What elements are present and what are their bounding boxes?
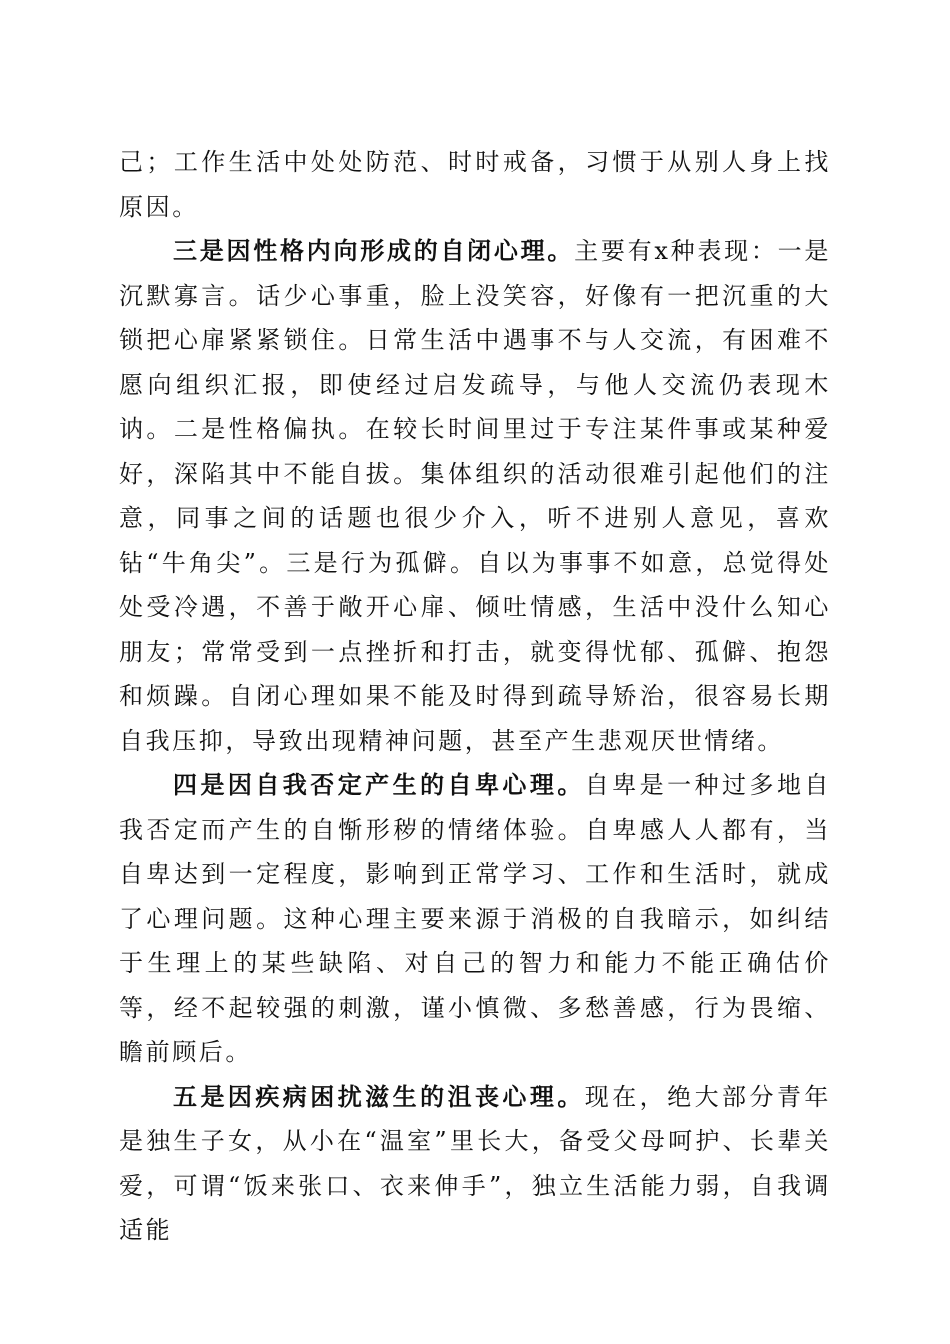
body-text [119, 140, 831, 1253]
paragraph-continued [119, 140, 831, 229]
paragraph-heading: 四是因自我否定产生的自卑心理。 [173, 770, 585, 799]
paragraph-introversion [119, 229, 831, 763]
paragraph-body: 现在，绝大部分青年是独生子女，从小在“温室”里长大，备受父母呵护、长辈关爱，可谓“饭来张口、衣来伸手”，独立生活能力弱，自我调适能 [119, 1082, 831, 1244]
paragraph-inferiority [119, 763, 831, 1075]
paragraph-depression [119, 1075, 831, 1253]
paragraph-heading: 五是因疾病困扰滋生的沮丧心理。 [173, 1081, 585, 1111]
paragraph-body: 主要有x种表现：一是沉默寡言。话少心事重，脸上没笑容，好像有一把沉重的大锁把心扉紧紧锁住。日常生活中遇事不与人交流，有困难不愿向组织汇报，即使经过启发疏导，与他人交流仍表现木讷。二是性格偏执。在较长时间里过于专注某件事或某种爱好，深陷其中不能自拔。集体组织的活动很难引起他们的注意，同事之间的话题也很少介入，听不进别人意见，喜欢钻“牛角尖”。三是行为孤僻。自以为事事不如意，总觉得处处受冷遇，不善于敞开心扉、倾吐情感，生活中没什么知心朋友；常常受到一点挫折和打击，就变得忧郁、孤僻、抱怨和烦躁。自闭心理如果不能及时得到疏导矫治，很容易长期自我压抑，导致出现精神问题，甚至产生悲观厌世情绪。 [119, 237, 832, 755]
paragraph-body: 己；工作生活中处处防范、时时戒备，习惯于从别人身上找原因。 [119, 148, 831, 221]
paragraph-heading: 三是因性格内向形成的自闭心理。 [173, 236, 575, 265]
paragraph-body: 自卑是一种过多地自我否定而产生的自惭形秽的情绪体验。自卑感人人都有，当自卑达到一定程度，影响到正常学习、工作和生活时，就成了心理问题。这种心理主要来源于消极的自我暗示，如纠结于生理上的某些缺陷、对自己的智力和能力不能正确估价等，经不起较强的刺激，谨小慎微、多愁善感，行为畏缩、瞻前顾后。 [119, 771, 831, 1066]
